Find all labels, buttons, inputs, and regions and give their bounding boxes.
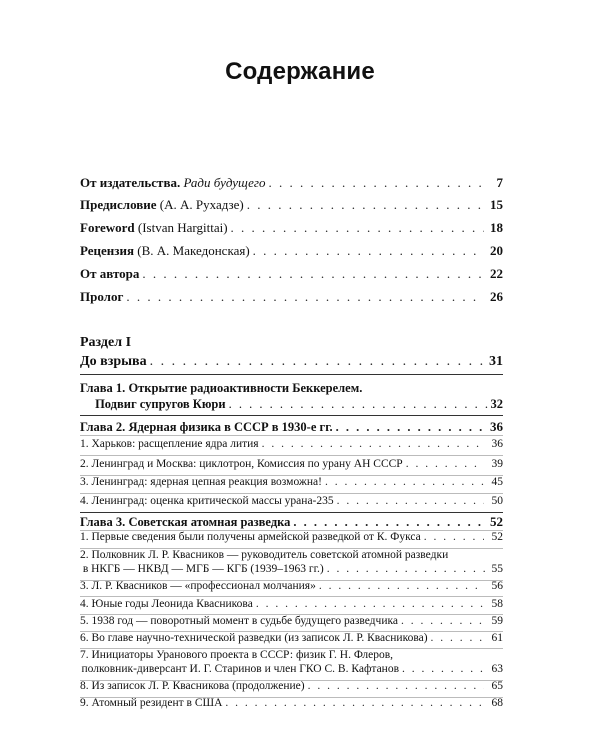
- subentry-text: 4. Юные годы Леонида Квасникова: [80, 598, 253, 610]
- dot-leader: [262, 438, 484, 450]
- subentry-text: 6. Во главе научно-технической разведки (из записок Л. Р. Квасникова): [80, 632, 428, 644]
- dot-leader: [229, 396, 488, 412]
- toc-subentry[interactable]: [80, 495, 503, 507]
- chapter-label: Глава 3.: [80, 515, 126, 529]
- dot-leader: [126, 289, 484, 305]
- page-number: 20: [490, 243, 503, 258]
- toc-entry-chapter-3[interactable]: [80, 514, 503, 530]
- page-number: 15: [490, 197, 503, 212]
- toc-subentry[interactable]: [80, 598, 503, 610]
- page-number: 50: [491, 495, 503, 507]
- subentry-text: 9. Атомный резидент в США: [80, 697, 223, 709]
- toc-entry-prologue[interactable]: [80, 289, 503, 305]
- entry-author: (Istvan Hargittai): [137, 220, 228, 235]
- page-number: 36: [491, 438, 503, 450]
- chapter-rule: [80, 512, 503, 513]
- toc-subentry[interactable]: [80, 476, 503, 488]
- toc-subentry[interactable]: [80, 697, 503, 709]
- toc-subentry[interactable]: [80, 632, 503, 644]
- dot-leader: [424, 531, 484, 543]
- toc-subentry[interactable]: [80, 531, 503, 543]
- dot-leader: [150, 354, 484, 370]
- dot-leader: [402, 662, 488, 676]
- divider: [80, 493, 503, 494]
- chapter-title-line2: Подвиг супругов Кюри: [95, 397, 226, 411]
- divider: [80, 596, 503, 597]
- dot-leader: [325, 476, 484, 488]
- chapter-title: Советская атомная разведка: [128, 515, 291, 529]
- subentry-text: 2. Ленинград и Москва: циклотрон, Комиссия по урану АН СССР: [80, 458, 403, 470]
- subentry-text: 3. Л. Р. Квасников — «профессионал молчания»: [80, 580, 316, 592]
- page-number: 45: [491, 476, 503, 488]
- dot-leader: [247, 197, 484, 213]
- page-number: 55: [491, 563, 503, 575]
- toc-subentry[interactable]: [80, 615, 503, 627]
- entry-subtitle: Ради будущего: [183, 175, 266, 190]
- page-number: 65: [491, 680, 503, 692]
- page-number: 39: [491, 458, 503, 470]
- page-number: 52: [491, 531, 503, 543]
- dot-leader: [336, 420, 484, 435]
- toc-entry-section-1[interactable]: [80, 354, 503, 370]
- section-rule: [80, 374, 503, 375]
- subentry-text: 8. Из записок Л. Р. Квасникова (продолжение): [80, 680, 305, 692]
- entry-author: (А. А. Рухадзе): [159, 197, 244, 212]
- subentry-text: 3. Ленинград: ядерная цепная реакция возможна!: [80, 476, 322, 488]
- dot-leader: [225, 697, 484, 709]
- page-number: 63: [491, 663, 503, 675]
- entry-label: Foreword: [80, 220, 135, 235]
- entry-label: Предисловие: [80, 197, 157, 212]
- subentry-text: 1. Харьков: расщепление ядра лития: [80, 438, 259, 450]
- dot-leader: [406, 458, 484, 470]
- dot-leader: [431, 632, 484, 644]
- divider: [80, 435, 503, 436]
- toc-entry-chapter-1[interactable]: [80, 380, 503, 412]
- entry-label: Рецензия: [80, 243, 135, 258]
- subentry-text-line2: в НКГБ — НКВД — МГБ — КГБ (1939–1963 гг.): [82, 563, 324, 575]
- toc-entry-foreword[interactable]: [80, 220, 503, 236]
- page-number: 31: [489, 354, 503, 369]
- dot-leader: [231, 220, 484, 236]
- page-number: 22: [490, 266, 503, 281]
- chapter-rule: [80, 415, 503, 416]
- page-number: 52: [490, 514, 503, 529]
- subentry-text-line1: 2. Полковник Л. Р. Квасников — руководитель советской атомной разведки: [80, 549, 449, 561]
- page-number: 61: [491, 632, 503, 644]
- toc-entry-preface[interactable]: [80, 197, 503, 213]
- toc-subentry[interactable]: [80, 580, 503, 592]
- toc-subentry[interactable]: [80, 680, 503, 692]
- dot-leader: [308, 680, 484, 692]
- dot-leader: [327, 562, 489, 576]
- page-number: 58: [491, 598, 503, 610]
- page-number: 18: [490, 220, 503, 235]
- page-number: 36: [490, 419, 503, 434]
- dot-leader: [293, 515, 484, 530]
- chapter-title-line1: Открытие радиоактивности Беккерелем.: [128, 381, 363, 395]
- entry-label: От издательства.: [80, 175, 181, 190]
- toc-entry-chapter-2[interactable]: [80, 419, 503, 435]
- page-number: 59: [491, 615, 503, 627]
- page-number: 7: [496, 175, 503, 190]
- entry-label: Пролог: [80, 289, 124, 304]
- subentry-text: 5. 1938 год — поворотный момент в судьбе будущего разведчика: [80, 615, 398, 627]
- section-title: До взрыва: [80, 354, 147, 369]
- section-label: Раздел I: [80, 335, 132, 350]
- dot-leader: [269, 175, 485, 191]
- toc-subentry[interactable]: [80, 438, 503, 450]
- dot-leader: [142, 266, 484, 282]
- subentry-text: 1. Первые сведения были получены армейской разведкой от К. Фукса: [80, 531, 421, 543]
- subentry-text-line2: полковник-диверсант И. Г. Старинов и член ГКО С. В. Кафтанов: [81, 663, 400, 675]
- entry-label: От автора: [80, 266, 140, 281]
- toc-subentry[interactable]: [80, 648, 503, 676]
- subentry-text: 4. Ленинград: оценка критической массы урана-235: [80, 495, 334, 507]
- chapter-title: Ядерная физика в СССР в 1930-е гг.: [128, 420, 333, 434]
- toc-entry-author-note[interactable]: [80, 266, 503, 282]
- entry-author: (В. А. Македонская): [137, 243, 250, 258]
- page-number: 32: [490, 397, 503, 411]
- dot-leader: [401, 615, 484, 627]
- chapter-label: Глава 1.: [80, 381, 126, 395]
- divider: [80, 455, 503, 456]
- toc-subentry[interactable]: [80, 548, 503, 576]
- dot-leader: [319, 580, 484, 592]
- subentry-text-line1: 7. Инициаторы Уранового проекта в СССР: физик Г. Н. Флеров,: [80, 649, 394, 661]
- toc-subentry[interactable]: [80, 458, 503, 470]
- page-number: 68: [491, 697, 503, 709]
- chapter-label: Глава 2.: [80, 420, 126, 434]
- page-number: 56: [491, 580, 503, 592]
- dot-leader: [337, 495, 484, 507]
- toc-entry-publisher[interactable]: [80, 175, 503, 191]
- dot-leader: [256, 598, 484, 610]
- dot-leader: [253, 243, 484, 259]
- page-title: Содержание: [225, 58, 375, 85]
- page-number: 26: [490, 289, 503, 304]
- toc-entry-review[interactable]: [80, 243, 503, 259]
